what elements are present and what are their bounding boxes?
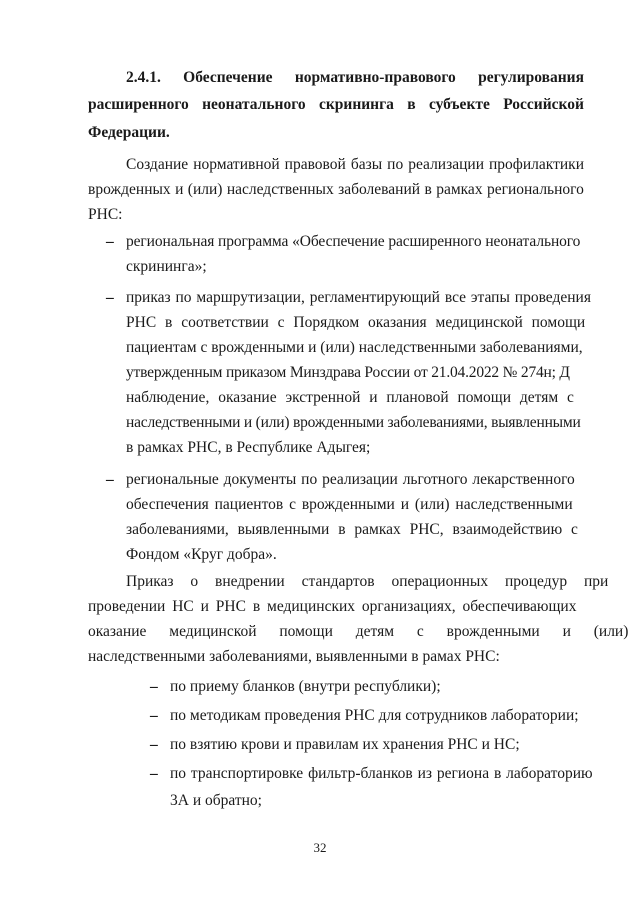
order-line-3: оказание медицинской помощи детям с врожденными и (или): [88, 623, 629, 640]
list-item-line: Фондом «Круг добра».: [126, 546, 277, 563]
list-item-line: в рамках РНС, в Республике Адыгея;: [126, 439, 371, 456]
list-item-line: приказ по маршрутизации, регламентирующий все этапы проведения: [126, 289, 591, 306]
order-line-1: Приказ о внедрении стандартов операционных процедур при: [126, 573, 609, 590]
list-item-line: региональная программа «Обеспечение расширенного неонатального: [126, 233, 581, 250]
order-line-2: проведении НС и РНС в медицинских организациях, обеспечивающих: [88, 598, 577, 615]
order-line-4: наследственными заболеваниями, выявленными в рамах РНС:: [88, 648, 500, 665]
list-dash: –: [150, 736, 158, 753]
section-number: 2.4.1.: [126, 69, 161, 86]
list-item-line: региональные документы по реализации льготного лекарственного: [126, 471, 575, 488]
list-item-line: обеспечения пациентов с врожденными и (или) наследственными: [126, 496, 573, 513]
list-item-line: пациентам с врожденными и (или) наследственными заболеваниями,: [126, 339, 583, 356]
list-item-line: заболеваниями, выявленными в рамках РНС, взаимодействию с: [126, 521, 578, 538]
list-item-line: РНС в соответствии с Порядком оказания медицинской помощи: [126, 314, 586, 331]
intro-line-1: Создание нормативной правовой базы по реализации профилактики: [126, 156, 584, 173]
list-dash: –: [106, 289, 114, 306]
intro-line-3: РНС:: [88, 206, 123, 223]
list-item-line: по приему бланков (внутри республики);: [170, 678, 441, 695]
list-dash: –: [150, 707, 158, 724]
list-item-line: скрининга»;: [126, 258, 207, 275]
list-item-line: наследственными и (или) врожденными заболеваниями, выявленными: [126, 414, 581, 431]
list-item-line: 3А и обратно;: [170, 792, 262, 809]
section-heading-line-1: 2.4.1. Обеспечение нормативно-правового регулирования: [126, 69, 584, 86]
section-heading-line-3: Федерации.: [88, 124, 170, 141]
list-dash: –: [150, 678, 158, 695]
list-item-line: по взятию крови и правилам их хранения РНС и НС;: [170, 736, 520, 753]
list-item-line: по методикам проведения РНС для сотрудников лаборатории;: [170, 707, 579, 724]
list-item-line: по транспортировке фильтр-бланков из региона в лабораторию: [170, 765, 593, 782]
list-dash: –: [150, 765, 158, 782]
list-dash: –: [106, 233, 114, 250]
list-dash: –: [106, 471, 114, 488]
intro-line-2: врожденных и (или) наследственных заболеваний в рамках регионального: [88, 181, 584, 198]
page-number: 32: [313, 840, 327, 855]
list-item-line: наблюдение, оказание экстренной и плановой помощи детям с: [126, 389, 574, 406]
list-item-line: утвержденным приказом Минздрава России от 21.04.2022 № 274н; Д: [126, 364, 570, 381]
section-heading-line-2: расширенного неонатального скрининга в субъекте Российской: [88, 96, 584, 113]
